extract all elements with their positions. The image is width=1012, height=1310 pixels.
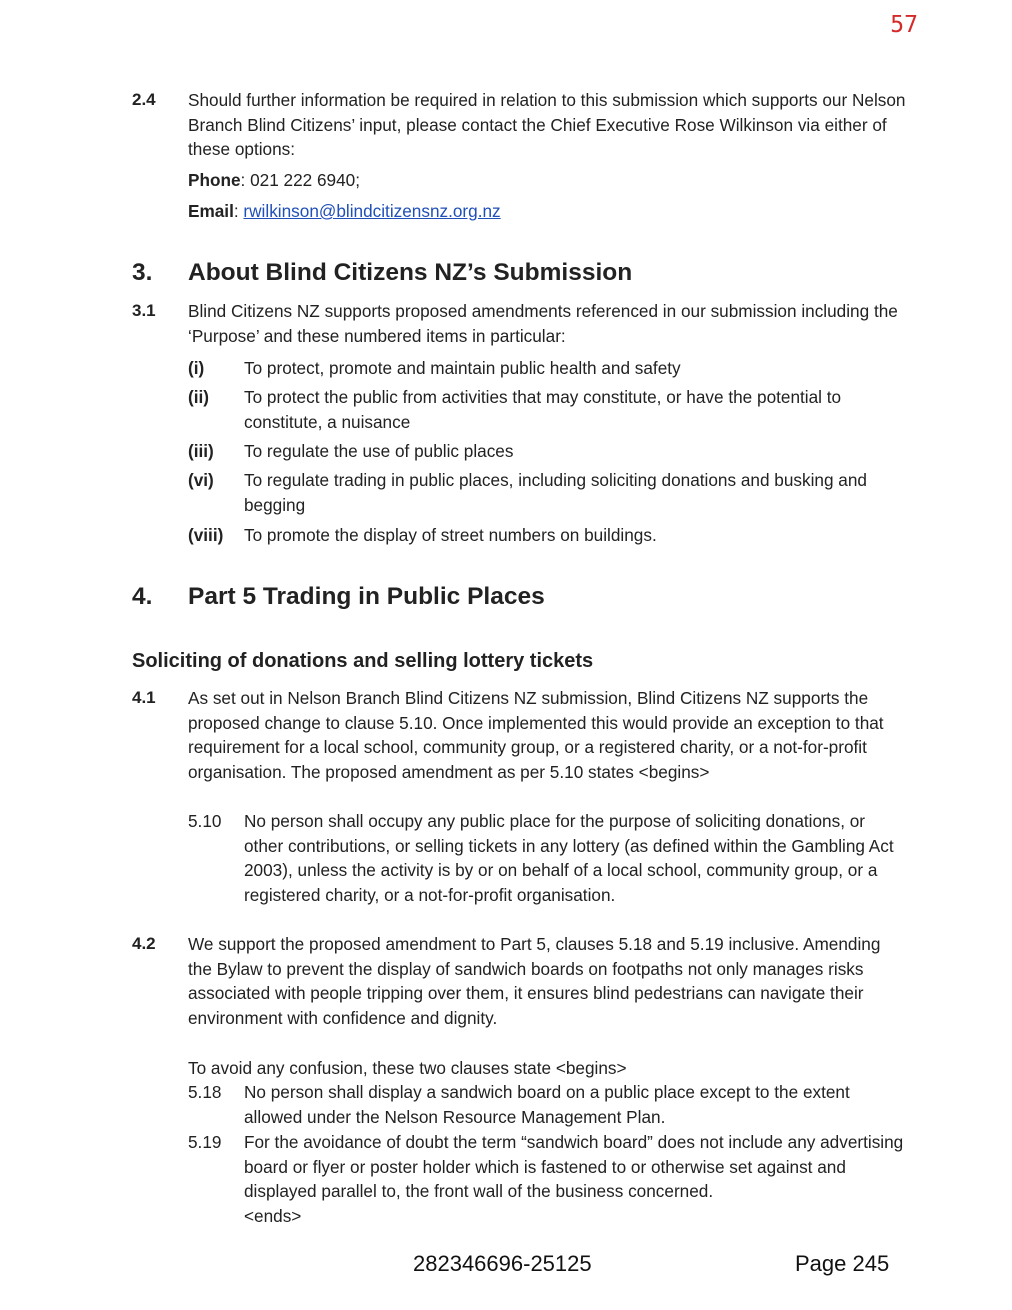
clause-number-5-19: 5.19 bbox=[188, 1132, 222, 1152]
paragraph-4-2: We support the proposed amendment to Part 5, clauses 5.18 and 5.19 inclusive. Amending the Bylaw to prevent the display of sandwich boards on footpaths not only manages risks associated with people tripping over them, it ensures blind pedestrians can navigate their environment with confidence and dignity. bbox=[188, 934, 881, 1029]
section-title-4: Part 5 Trading in Public Places bbox=[188, 583, 545, 610]
list-item-text: To protect the public from activities that may constitute, or have the potential to constitute, a nuisance bbox=[244, 387, 842, 432]
section-number-4-1: 4.1 bbox=[132, 688, 156, 707]
paragraph-2-4: Should further information be required in relation to this submission which supports our Nelson Branch Blind Citizens’ input, please contact the Chief Executive Rose Wilkinson via either of these options: bbox=[188, 90, 906, 160]
list-item-text: To protect, promote and maintain public health and safety bbox=[244, 358, 681, 378]
email-label: Email bbox=[188, 201, 234, 221]
section-number-2-4: 2.4 bbox=[132, 90, 156, 109]
subheading: Soliciting of donations and selling lottery tickets bbox=[132, 650, 594, 672]
email-separator: : bbox=[233, 201, 244, 221]
phone-line bbox=[188, 168, 908, 193]
list-item-label: (viii) bbox=[188, 525, 224, 545]
list-item-label: (ii) bbox=[188, 387, 209, 407]
page-label: Page 245 bbox=[795, 1251, 890, 1276]
list-item-label: (iii) bbox=[188, 441, 214, 461]
clause-number-5-10: 5.10 bbox=[188, 811, 222, 831]
phone-value: : 021 222 6940; bbox=[240, 170, 360, 190]
clause-text-5-19: For the avoidance of doubt the term “sandwich board” does not include any advertising board or flyer or poster holder which is fastened to or otherwise set against and displayed parallel to, the front wall of the business concerned. bbox=[244, 1132, 904, 1202]
section-title-3: About Blind Citizens NZ’s Submission bbox=[188, 259, 633, 286]
section-number-3: 3. bbox=[132, 259, 153, 286]
phone-label: Phone bbox=[188, 170, 241, 190]
clause-text-5-18: No person shall display a sandwich board on a public place except to the extent allowed under the Nelson Resource Management Plan. bbox=[244, 1082, 850, 1127]
list-item-text: To promote the display of street numbers on buildings. bbox=[244, 525, 657, 545]
clause-number-5-18: 5.18 bbox=[188, 1082, 222, 1102]
ends-marker: <ends> bbox=[244, 1206, 302, 1226]
section-number-3-1: 3.1 bbox=[132, 301, 156, 320]
paragraph-3-1: Blind Citizens NZ supports proposed amendments referenced in our submission including the ‘Purpose’ and these numbered items in particular: bbox=[188, 301, 898, 346]
email-line bbox=[188, 199, 908, 224]
document-id: 282346696-25125 bbox=[413, 1251, 592, 1276]
list-item-text: To regulate trading in public places, including soliciting donations and busking and begging bbox=[244, 470, 867, 515]
email-link[interactable]: rwilkinson@blindcitizensnz.org.nz bbox=[243, 201, 501, 221]
list-item-label: (vi) bbox=[188, 470, 214, 490]
section-number-4: 4. bbox=[132, 583, 153, 610]
clause-text-5-10: No person shall occupy any public place for the purpose of soliciting donations, or other contributions, or selling tickets in any lottery (as defined within the Gambling Act 2003), unless the activity is by or on behalf of a local school, community group, or a registered charity, or a not-for-profit organisation. bbox=[244, 811, 894, 906]
list-item-text: To regulate the use of public places bbox=[244, 441, 514, 461]
paragraph-4-1: As set out in Nelson Branch Blind Citizens NZ submission, Blind Citizens NZ supports the proposed change to clause 5.10. Once implemented this would provide an exception to that requirement for a local school, community group, or a registered charity, or a not-for-profit organisation. The proposed amendment as per 5.10 states <begins> bbox=[188, 688, 884, 783]
list-item-label: (i) bbox=[188, 358, 205, 378]
page-number-top: 57 bbox=[890, 12, 918, 38]
section-number-4-2: 4.2 bbox=[132, 934, 156, 953]
clauses-intro: To avoid any confusion, these two clauses state <begins> bbox=[188, 1058, 627, 1078]
